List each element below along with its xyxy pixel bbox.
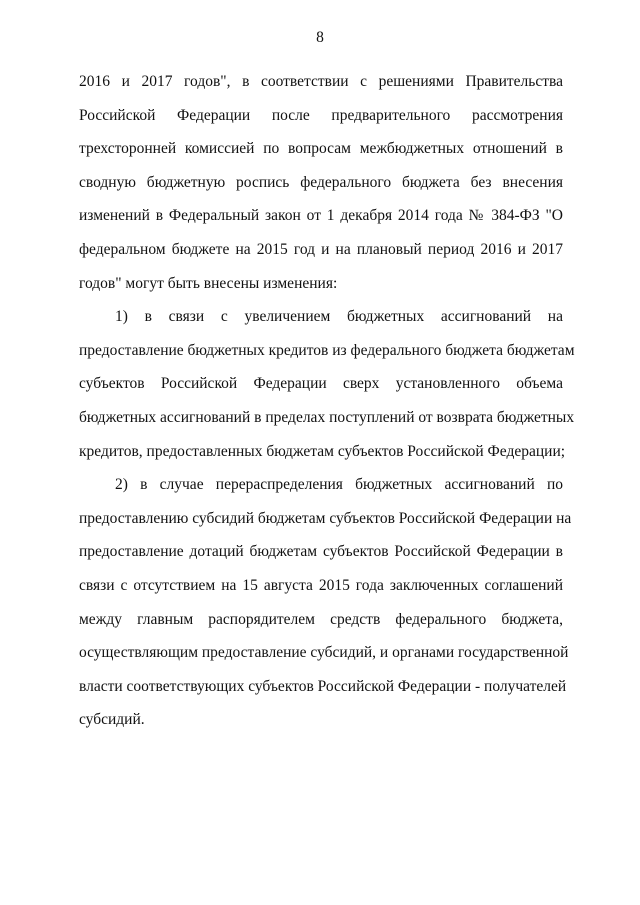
text-line: 2016 и 2017 годов", в соответствии с решениями Правительства — [79, 73, 563, 90]
text-line: сводную бюджетную роспись федерального бюджета без внесения — [79, 173, 563, 191]
text-line: осуществляющим предоставление субсидий, и органами государственной — [79, 644, 569, 662]
text-line: кредитов, предоставленных бюджетам субъектов Российской Федерации; — [79, 442, 566, 460]
text-line: трехсторонней комиссией по вопросам межбюджетных отношений в — [79, 140, 563, 158]
text-line: бюджетных ассигнований в пределах поступлений от возврата бюджетных — [79, 408, 575, 426]
text-line: между главным распорядителем средств федерального бюджета, — [79, 610, 563, 628]
text-line: Российской Федерации после предварительного рассмотрения — [79, 106, 563, 124]
text-line: 1) в связи с увеличением бюджетных ассигнований на — [115, 308, 563, 326]
text-line: годов" могут быть внесены изменения: — [79, 274, 338, 292]
list-item-1 — [79, 300, 575, 468]
text-line: предоставлению субсидий бюджетам субъектов Российской Федерации на — [79, 509, 572, 527]
text-line: связи с отсутствием на 15 августа 2015 года заключенных соглашений — [79, 576, 563, 594]
list-item-2 — [79, 468, 572, 737]
document-body — [79, 65, 575, 737]
text-line: 2) в случае перераспределения бюджетных ассигнований по — [115, 476, 563, 494]
text-line: власти соответствующих субъектов Российской Федерации - получателей — [79, 677, 567, 695]
page-number: 8 — [316, 29, 324, 46]
text-line: предоставление бюджетных кредитов из федерального бюджета бюджетам — [79, 341, 575, 359]
text-line: предоставление дотаций бюджетам субъектов Российской Федерации в — [79, 543, 563, 561]
text-line: субъектов Российской Федерации сверх установленного объема — [79, 375, 563, 393]
paragraph-continuation — [79, 65, 563, 300]
text-line: изменений в Федеральный закон от 1 декабря 2014 года № 384-ФЗ "О — [79, 207, 563, 225]
text-line: федеральном бюджете на 2015 год и на плановый период 2016 и 2017 — [79, 240, 563, 258]
text-line: субсидий. — [79, 711, 145, 729]
